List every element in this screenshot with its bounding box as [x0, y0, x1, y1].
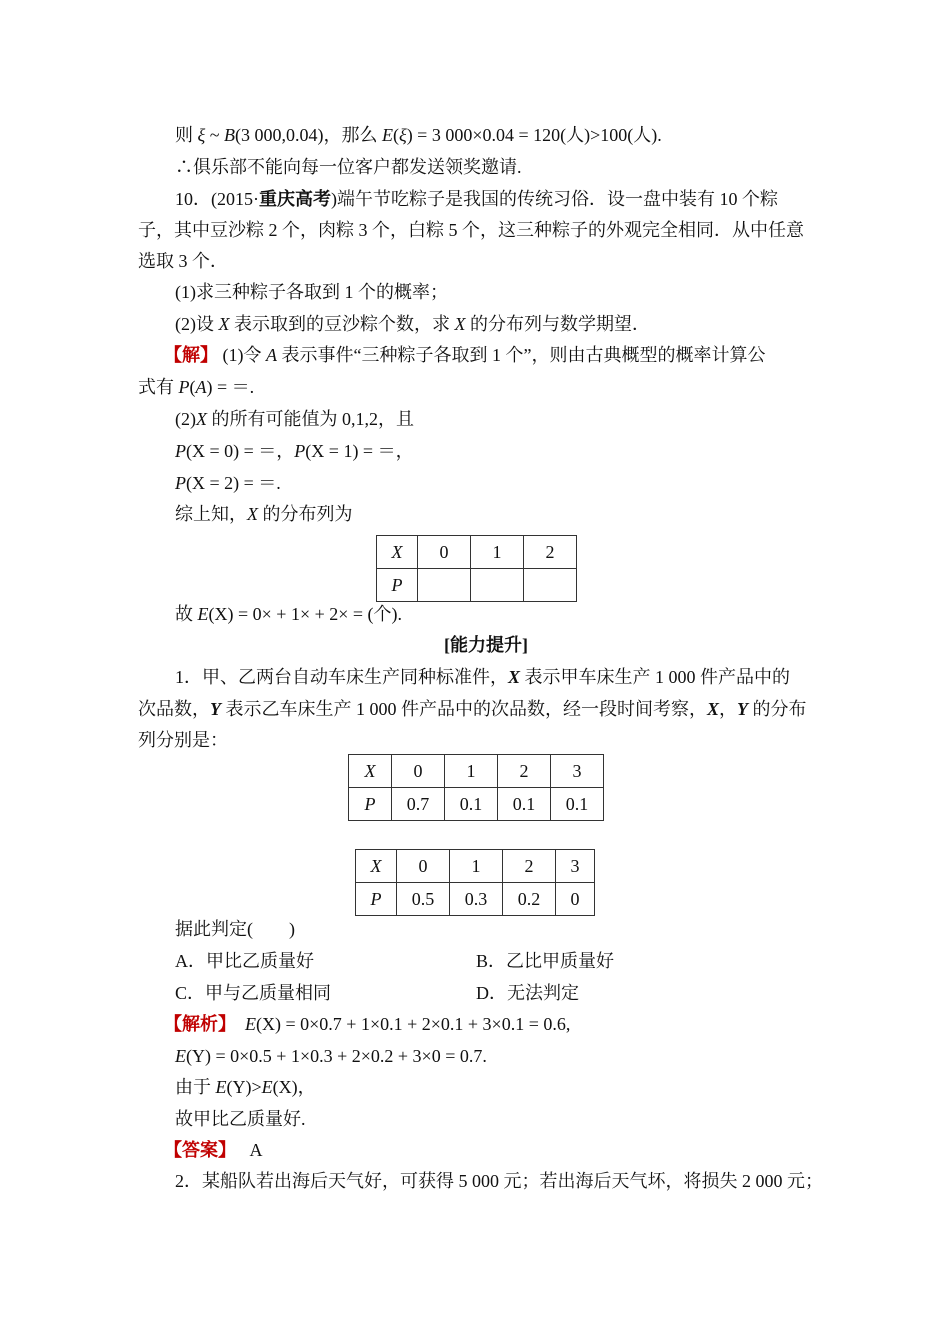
section-heading: [能力提升]	[444, 635, 528, 655]
text-line: 故甲比乙质量好.	[175, 1109, 306, 1129]
table-cell: 3	[556, 850, 595, 883]
table-cell: P	[377, 569, 418, 602]
text-line: ∴俱乐部不能向每一位客户都发送领奖邀请.	[175, 157, 522, 177]
t: (1)令	[218, 345, 266, 365]
solution-line	[164, 1013, 570, 1035]
table-cell: 0.3	[450, 883, 503, 916]
question-10	[175, 188, 778, 210]
source: 重庆高考	[259, 189, 331, 209]
t: 1．甲、乙两台自动车床生产同种标准件，	[175, 667, 508, 687]
solution-tag: 【解析】	[164, 1014, 236, 1034]
text-line	[175, 124, 662, 146]
t: E	[215, 1077, 227, 1097]
t: (	[392, 125, 399, 145]
text-line: 据此判定( )	[175, 919, 295, 939]
t: (Y) = 0×0.5 + 1×0.3 + 2×0.2 + 3×0 = 0.7.	[186, 1046, 487, 1066]
t: 的分布列与数学期望．	[465, 314, 650, 334]
table-cell: 1	[471, 536, 524, 569]
table-cell	[524, 569, 577, 602]
t: E	[381, 125, 393, 145]
table-cell: 3	[551, 755, 604, 788]
table-row	[377, 569, 577, 602]
t: P	[294, 441, 306, 461]
text-line	[138, 376, 254, 398]
t: ，	[719, 699, 738, 719]
solution-line	[164, 344, 765, 366]
t: 综上知，	[175, 504, 247, 524]
t: 表示甲车床生产 1 000 件产品中的	[520, 667, 791, 687]
text-line	[175, 503, 353, 525]
t: (X = 0) = ＝，	[186, 441, 295, 461]
text-line	[175, 1045, 487, 1067]
t: A	[195, 377, 207, 397]
t: (X) = 0×0.7 + 1×0.1 + 2×0.1 + 3×0.1 = 0.6,	[256, 1014, 571, 1034]
table-cell: 0	[418, 536, 471, 569]
t: )端午节吃粽子是我国的传统习俗．设一盘中装有 10 个粽	[331, 189, 778, 209]
t: X	[247, 504, 258, 524]
text-line	[175, 313, 650, 335]
answer-line	[164, 1139, 263, 1161]
t: 由于	[175, 1077, 216, 1097]
text-line	[175, 603, 402, 625]
t: (2)设	[175, 314, 219, 334]
t: 式有	[138, 377, 179, 397]
table-cell: 2	[503, 850, 556, 883]
t: 10．(2015·	[175, 189, 259, 209]
t: X	[707, 699, 720, 719]
text-line: (1)求三种粽子各取到 1 个的概率；	[175, 282, 448, 302]
table-cell: X	[356, 850, 397, 883]
table-row	[349, 788, 604, 821]
option-a: A．甲比乙质量好	[175, 951, 314, 971]
t: (	[189, 377, 196, 397]
t: Y	[737, 699, 749, 719]
table-cell: 0	[392, 755, 445, 788]
table-cell: 0.1	[498, 788, 551, 821]
t: P	[175, 441, 186, 461]
solution-tag: 【解】	[164, 345, 218, 365]
t: X	[454, 314, 466, 334]
table-cell: 2	[498, 755, 551, 788]
distribution-table	[376, 535, 577, 602]
table-cell: X	[349, 755, 392, 788]
question-2: 2．某船队若出海后天气好，可获得 5 000 元；若出海后天气坏，将损失 2 000 元；	[175, 1171, 823, 1191]
table-row	[349, 755, 604, 788]
t: E	[245, 1014, 256, 1034]
t: P	[175, 473, 186, 493]
t: 的分布	[748, 699, 807, 719]
t: 故	[175, 604, 198, 624]
t: (2)	[175, 409, 196, 429]
distribution-table-x	[348, 754, 604, 821]
t	[236, 1014, 245, 1034]
t: 则	[175, 125, 198, 145]
answer-value: A	[249, 1140, 263, 1160]
table-row	[377, 536, 577, 569]
table-cell: 0	[556, 883, 595, 916]
table-row	[356, 850, 595, 883]
t: (X) = 0× + 1× + 2× = (个).	[208, 604, 403, 624]
table-cell: 2	[524, 536, 577, 569]
table-cell	[418, 569, 471, 602]
t: 表示事件“三种粽子各取到 1 个”，则由古典概型的概率计算公	[277, 345, 766, 365]
t: ) = ＝.	[206, 377, 255, 397]
text-line	[175, 408, 414, 430]
t: ~	[205, 125, 224, 145]
table-cell: 0.1	[445, 788, 498, 821]
table-cell: 1	[445, 755, 498, 788]
text-line: 列分别是：	[138, 730, 228, 750]
text-line	[175, 472, 281, 494]
t: ξ	[197, 125, 206, 145]
table-cell: 0.5	[397, 883, 450, 916]
t: 表示乙车床生产 1 000 件产品中的次品数，经一段时间考察，	[221, 699, 707, 719]
table-row	[356, 883, 595, 916]
table-cell: 0	[397, 850, 450, 883]
t: 次品数，	[138, 699, 210, 719]
t: X	[196, 409, 207, 429]
distribution-table-y	[355, 849, 595, 916]
t: Y	[210, 699, 221, 719]
text-line	[175, 440, 414, 462]
t: P	[178, 377, 190, 397]
table-cell: 0.1	[551, 788, 604, 821]
t: (Y)>	[226, 1077, 262, 1097]
t: 的分布列为	[258, 504, 353, 524]
t: (3 000,0.04)，那么	[234, 125, 382, 145]
t: B	[223, 125, 235, 145]
t: (X = 2) = ＝.	[186, 473, 281, 493]
question-1	[175, 666, 790, 688]
table-cell: 1	[450, 850, 503, 883]
answer-tag: 【答案】	[164, 1140, 236, 1160]
table-cell: 0.7	[392, 788, 445, 821]
table-cell: P	[356, 883, 397, 916]
t: 的所有可能值为 0,1,2，且	[207, 409, 414, 429]
text-line	[138, 698, 807, 720]
t: E	[261, 1077, 273, 1097]
t: (X = 1) = ＝，	[305, 441, 414, 461]
text-line: 选取 3 个．	[138, 251, 228, 271]
table-cell	[471, 569, 524, 602]
t: ) = 3 000×0.04 = 120(人)>100(人).	[406, 125, 662, 145]
table-cell: P	[349, 788, 392, 821]
t: 表示取到的豆沙粽个数，求	[229, 314, 455, 334]
t: E	[197, 604, 209, 624]
table-cell: X	[377, 536, 418, 569]
table-cell: 0.2	[503, 883, 556, 916]
t: X	[508, 667, 521, 687]
option-c: C．甲与乙质量相同	[175, 983, 332, 1003]
t: X	[218, 314, 230, 334]
t: (X)，	[272, 1077, 316, 1097]
t: ξ	[398, 125, 407, 145]
t: A	[266, 345, 277, 365]
text-line: 子，其中豆沙粽 2 个，肉粽 3 个，白粽 5 个，这三种粽子的外观完全相同．从中任意	[138, 220, 804, 240]
t	[236, 1140, 250, 1160]
option-b: B．乙比甲质量好	[476, 951, 615, 971]
option-d: D．无法判定	[476, 983, 579, 1003]
text-line	[175, 1076, 316, 1098]
t: E	[175, 1046, 186, 1066]
